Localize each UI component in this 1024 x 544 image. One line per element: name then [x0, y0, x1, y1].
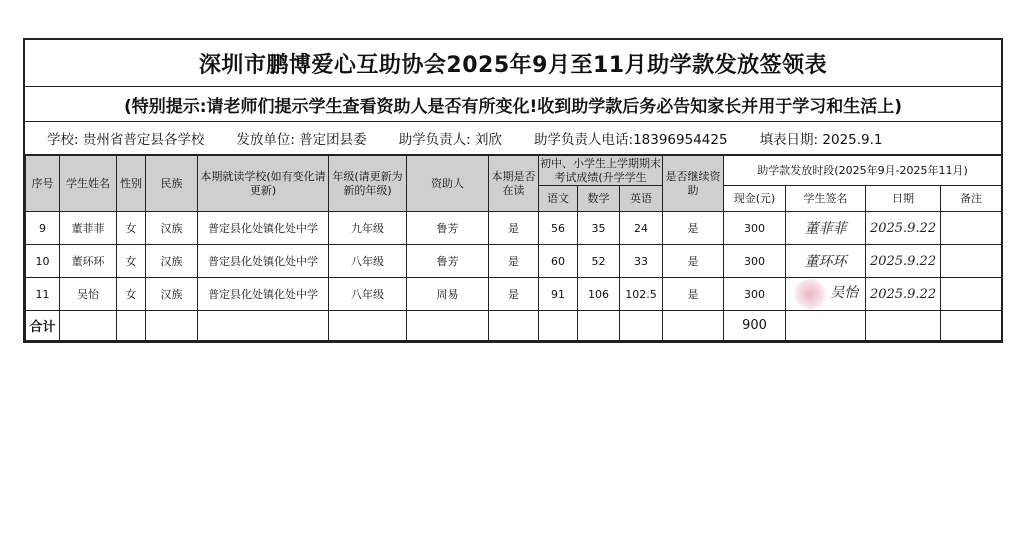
total-empty: [941, 311, 1002, 341]
header-math: 数学: [578, 186, 620, 212]
total-empty: [578, 311, 620, 341]
cell-ethnicity: 汉族: [146, 245, 198, 278]
header-period: 助学款发放时段(2025年9月-2025年11月): [724, 156, 1002, 186]
header-enrolled: 本期是否在读: [489, 156, 539, 212]
total-empty: [866, 311, 941, 341]
total-empty: [329, 311, 407, 341]
cell-grade: 九年级: [329, 212, 407, 245]
cell-gender: 女: [117, 212, 146, 245]
header-name: 学生姓名: [60, 156, 117, 212]
cell-signature: 董环环: [786, 245, 866, 278]
cell-gender: 女: [117, 278, 146, 311]
header-date: 日期: [866, 186, 941, 212]
header-sponsor: 资助人: [407, 156, 489, 212]
cell-name: 董环环: [60, 245, 117, 278]
cell-english: 33: [620, 245, 663, 278]
info-bar: [25, 122, 1001, 155]
header-gender: 性别: [117, 156, 146, 212]
cell-continue: 是: [663, 245, 724, 278]
cell-cash: 300: [724, 278, 786, 311]
cell-signature: 董菲菲: [786, 212, 866, 245]
signoff-sheet: [23, 38, 1003, 343]
cell-date: 2025.9.22: [866, 245, 941, 278]
info-school: 学校: 贵州省普定县各学校: [47, 132, 205, 148]
cell-ethnicity: 汉族: [146, 278, 198, 311]
cell-sponsor: 周易: [407, 278, 489, 311]
header-english: 英语: [620, 186, 663, 212]
cell-sponsor: 鲁芳: [407, 212, 489, 245]
cell-date: 2025.9.22: [866, 278, 941, 311]
total-empty: [117, 311, 146, 341]
total-empty: [146, 311, 198, 341]
cell-continue: 是: [663, 278, 724, 311]
total-empty: [60, 311, 117, 341]
cell-ethnicity: 汉族: [146, 212, 198, 245]
cell-enrolled: 是: [489, 245, 539, 278]
cell-gender: 女: [117, 245, 146, 278]
header-grade: 年级(请更新为新的年级): [329, 156, 407, 212]
cell-seq: 10: [26, 245, 60, 278]
sheet-title: 深圳市鹏博爱心互助协会2025年9月至11月助学款发放签领表: [25, 40, 1001, 87]
cell-grade: 八年级: [329, 278, 407, 311]
cell-continue: 是: [663, 212, 724, 245]
header-signature: 学生签名: [786, 186, 866, 212]
cell-seq: 11: [26, 278, 60, 311]
cell-name: 吴怡: [60, 278, 117, 311]
cell-signature: [786, 278, 866, 311]
cell-school: 普定县化处镇化处中学: [198, 212, 329, 245]
cell-english: 24: [620, 212, 663, 245]
aid-table: [25, 155, 1002, 341]
header-ethnicity: 民族: [146, 156, 198, 212]
cell-math: 52: [578, 245, 620, 278]
total-empty: [407, 311, 489, 341]
total-empty: [198, 311, 329, 341]
header-remarks: 备注: [941, 186, 1002, 212]
special-notice: (特别提示:请老师们提示学生查看资助人是否有所变化!收到助学款后务必告知家长并用于学习和生活上): [25, 87, 1001, 122]
table-row: [26, 278, 1002, 311]
total-empty: [663, 311, 724, 341]
total-row: [26, 311, 1002, 341]
cell-grade: 八年级: [329, 245, 407, 278]
header-school: 本期就读学校(如有变化请更新): [198, 156, 329, 212]
cell-enrolled: 是: [489, 278, 539, 311]
header-cash: 现金(元): [724, 186, 786, 212]
cell-math: 106: [578, 278, 620, 311]
info-owner: 助学负责人: 刘欣: [398, 132, 503, 148]
total-empty: [786, 311, 866, 341]
table-row: [26, 212, 1002, 245]
cell-remarks: [941, 212, 1002, 245]
info-phone: 助学负责人电话:18396954425: [534, 132, 728, 148]
fingerprint-stamp-icon: [793, 279, 827, 309]
header-chinese: 语文: [539, 186, 578, 212]
cell-chinese: 56: [539, 212, 578, 245]
cell-sponsor: 鲁芳: [407, 245, 489, 278]
info-issuer: 发放单位: 普定团县委: [236, 132, 367, 148]
cell-school: 普定县化处镇化处中学: [198, 278, 329, 311]
cell-date: 2025.9.22: [866, 212, 941, 245]
cell-school: 普定县化处镇化处中学: [198, 245, 329, 278]
cell-remarks: [941, 278, 1002, 311]
signature-text: 吴怡: [830, 285, 859, 301]
cell-english: 102.5: [620, 278, 663, 311]
total-empty: [620, 311, 663, 341]
info-date: 填表日期: 2025.9.1: [759, 132, 883, 148]
cell-chinese: 60: [539, 245, 578, 278]
cell-cash: 300: [724, 212, 786, 245]
table-row: [26, 245, 1002, 278]
total-label: 合计: [26, 311, 60, 341]
total-empty: [489, 311, 539, 341]
cell-name: 董菲菲: [60, 212, 117, 245]
header-scores: 初中、小学生上学期期末考试成绩(升学学生: [540, 156, 662, 184]
cell-remarks: [941, 245, 1002, 278]
header-row-1: [26, 156, 1002, 186]
cell-chinese: 91: [539, 278, 578, 311]
header-continue: 是否继续资助: [663, 156, 724, 212]
total-cash: 900: [724, 311, 786, 341]
cell-seq: 9: [26, 212, 60, 245]
header-seq: 序号: [26, 156, 60, 212]
cell-math: 35: [578, 212, 620, 245]
cell-cash: 300: [724, 245, 786, 278]
cell-enrolled: 是: [489, 212, 539, 245]
total-empty: [539, 311, 578, 341]
